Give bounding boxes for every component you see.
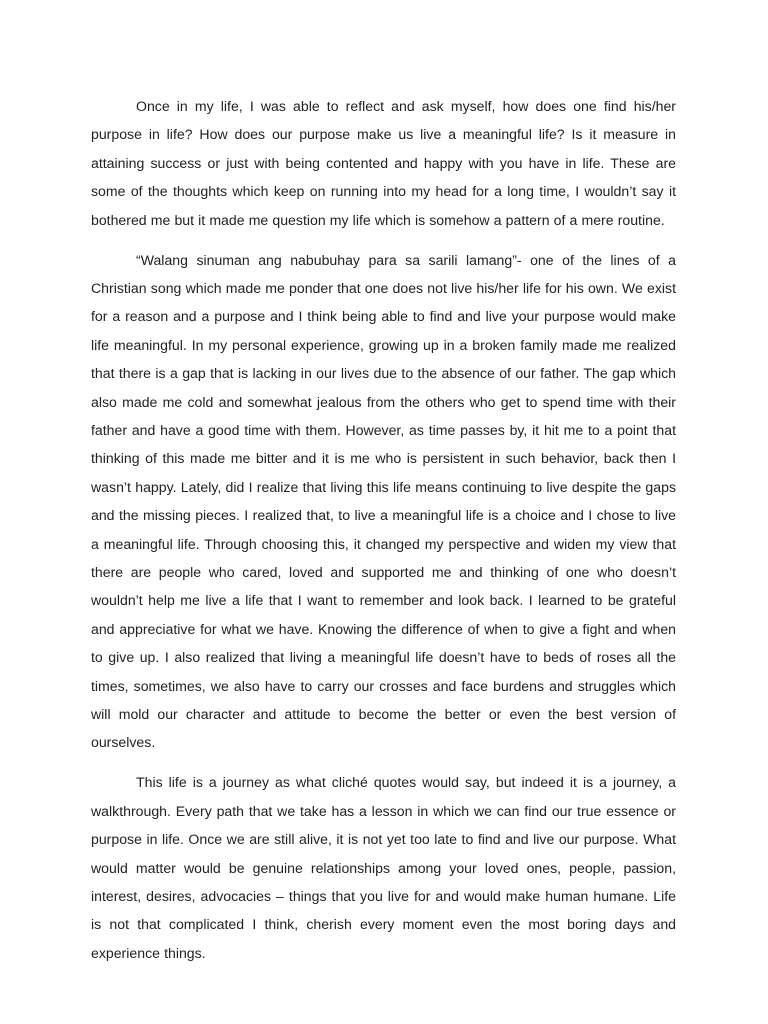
paragraph-2: “Walang sinuman ang nabubuhay para sa sarili lamang”- one of the lines of a Christian song which made me ponder that one does not live his/her life for his own. We exist for a reason and a purpose and I think being able to find and live your purpose would make life meaningful. In my personal experience, growing up in a broken family made me realized that there is a gap that is lacking in our lives due to the absence of our father. The gap which also made me cold and somewhat jealous from the others who get to spend time with their father and have a good time with them. However, as time passes by, it hit me to a point that thinking of this made me bitter and it is me who is persistent in such behavior, back then I wasn’t happy. Lately, did I realize that living this life means continuing to live despite the gaps and the missing pieces. I realized that, to live a meaningful life is a choice and I chose to live a meaningful life. Through choosing this, it changed my perspective and widen my view that there are people who cared, loved and supported me and thinking of one who doesn’t wouldn’t help me live a life that I want to remember and look back. I learned to be grateful and appreciative for what we have. Knowing the difference of when to give a fight and when to give up. I also realized that living a meaningful life doesn’t have to beds of roses all the times, sometimes, we also have to carry our crosses and face burdens and struggles which will mold our character and attitude to become the better or even the best version of ourselves.: [91, 251, 676, 751]
essay-body: [91, 92, 676, 979]
paragraph-1: Once in my life, I was able to reflect and ask myself, how does one find his/her purpose in life? How does our purpose make us live a meaningful life? Is it measure in attaining success or just with being contented and happy with you have in life. These are some of the thoughts which keep on running into my head for a long time, I wouldn’t say it bothered me but it made me question my life which is somehow a pattern of a mere routine.: [91, 98, 676, 228]
paragraph-3: This life is a journey as what cliché quotes would say, but indeed it is a journey, a walkthrough. Every path that we take has a lesson in which we can find our true essence or purpose in life. Once we are still alive, it is not yet too late to find and live our purpose. What would matter would be genuine relationships among your loved ones, people, passion, interest, desires, advocacies – things that you live for and would make human humane. Life is not that complicated I think, cherish every moment even the most boring days and experience things.: [91, 774, 676, 961]
